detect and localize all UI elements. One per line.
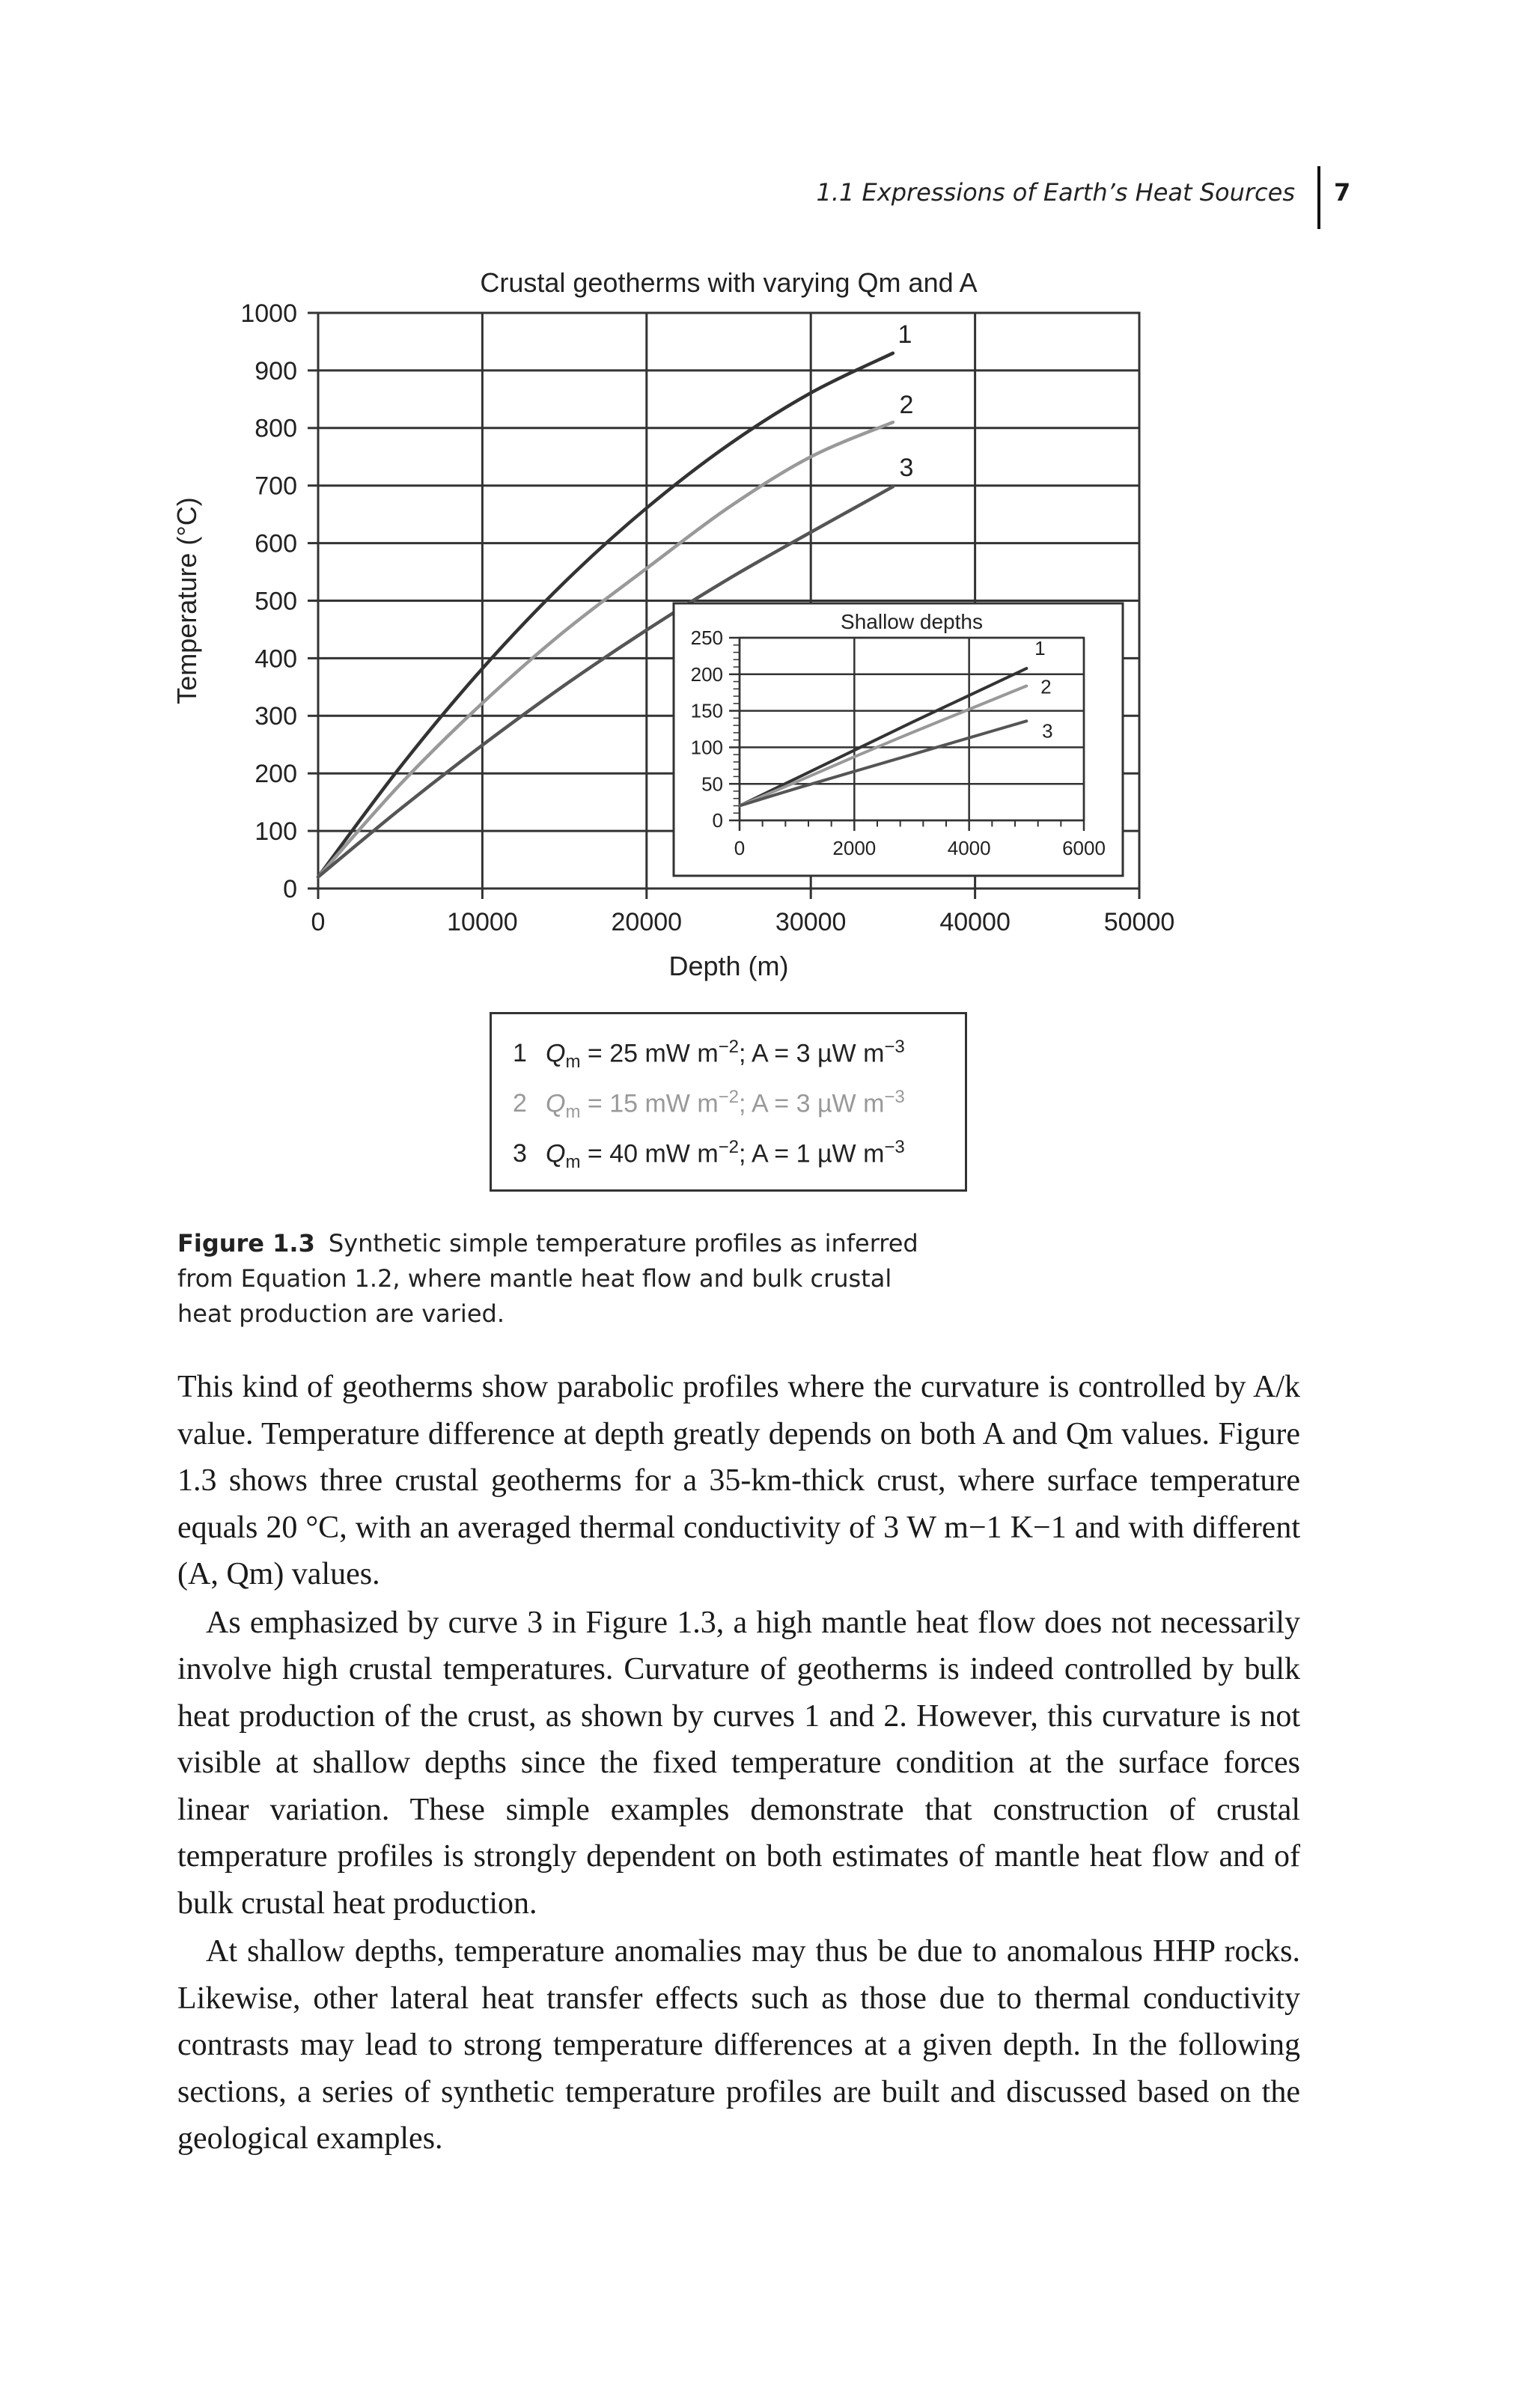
chart-title: Shallow depths	[841, 610, 983, 633]
figure-label: Figure 1.3	[177, 1229, 315, 1258]
y-tick-label: 250	[690, 627, 723, 650]
paragraph-3: At shallow depths, temperature anomalies may thus be due to anomalous HHP rocks. Likewise, other lateral heat transfer effects such as those due to thermal conductivity contrasts may lead to strong temperature differences at a given depth. In the following sections, a series of synthetic temperature profiles are built and discussed based on the geological examples.	[177, 1934, 1300, 2156]
legend-qm-value: = 40 mW m	[587, 1139, 719, 1168]
legend-a-exponent: −3	[884, 1037, 905, 1057]
y-tick-label: 150	[690, 699, 723, 722]
legend-qm-exponent: −2	[718, 1037, 740, 1057]
paragraph-2: As emphasized by curve 3 in Figure 1.3, a high mantle heat flow does not necessarily involve high crustal temperatures. Curvature of geotherms is indeed controlled by bulk heat production of the crust, as shown by curves 1 and 2. However, this curvature is not visible at shallow depths since the fixed temperature condition at the surface forces linear variation. These simple examples demonstrate that construction of crustal temperature profiles is strongly dependent on both estimates of mantle heat flow and of bulk crustal heat production.	[177, 1605, 1300, 1921]
paragraph-1: This kind of geotherms show parabolic profiles where the curvature is controlled by A/k value. Temperature difference at depth greatly depends on both A and Qm values. Figure 1.3 shows three crustal geotherms for a 35-km-thick crust, where surface temperature equals 20 °C, with an averaged thermal conductivity of 3 W m−1 K−1 and with different (A, Qm) values.	[177, 1370, 1300, 1591]
x-tick-label: 10000	[447, 908, 518, 936]
y-tick-label: 400	[255, 644, 297, 674]
legend-qm-value: = 15 mW m	[587, 1089, 719, 1118]
y-tick-label: 900	[255, 356, 297, 385]
series-label-1: 1	[897, 320, 912, 349]
running-head: 1.1 Expressions of Earth’s Heat Sources	[816, 178, 1295, 207]
x-tick-label: 6000	[1062, 837, 1106, 859]
series-label-2: 2	[899, 391, 914, 420]
y-tick-label: 300	[255, 702, 297, 731]
series-label-3: 3	[899, 454, 914, 483]
caption-text: Synthetic simple temperature profiles as inferred from Equation 1.2, where mantle heat flow and bulk crustal heat production are varied.	[177, 1229, 918, 1328]
legend-a-exponent: −3	[884, 1137, 905, 1157]
legend-number: 3	[513, 1139, 527, 1168]
x-tick-label: 20000	[611, 908, 683, 936]
x-tick-label: 40000	[939, 908, 1011, 936]
y-tick-label: 100	[690, 736, 723, 759]
chart-title: Crustal geotherms with varying Qm and A	[480, 267, 978, 298]
legend-qm-exponent: −2	[718, 1087, 740, 1107]
y-tick-label: 500	[255, 587, 297, 616]
x-axis-title: Depth (m)	[668, 951, 789, 981]
legend-a-value: ; A = 3 µW m	[739, 1039, 885, 1068]
x-tick-label: 50000	[1103, 908, 1175, 936]
inset-chart	[674, 603, 1123, 876]
legend-number: 1	[513, 1039, 527, 1068]
legend-a-value: ; A = 1 µW m	[739, 1139, 885, 1168]
y-tick-label: 50	[701, 772, 723, 796]
legend-a-exponent: −3	[884, 1087, 905, 1107]
x-tick-label: 0	[734, 837, 746, 859]
series-label-3: 3	[1042, 719, 1053, 743]
y-tick-label: 700	[255, 472, 297, 501]
body-text	[177, 1364, 1300, 2164]
legend-entry-2: 2 $Q_m = 15$ mW $m^{-2}$; A = 3 µW $m^{-3}$	[513, 1087, 905, 1123]
legend-number: 2	[513, 1089, 527, 1118]
y-axis-title: Temperature (°C)	[171, 497, 202, 704]
y-tick-label: 200	[690, 662, 723, 686]
legend-entry-1: 1 $Q_m = 25$ mW $m^{-2}$; A = 3 µW $m^{-3}$	[513, 1037, 905, 1073]
page-number: 7	[1334, 178, 1351, 207]
series-label-2: 2	[1040, 675, 1052, 698]
y-tick-label: 1000	[240, 299, 297, 328]
y-tick-label: 600	[255, 529, 297, 558]
y-tick-label: 0	[712, 809, 723, 832]
y-tick-label: 100	[255, 817, 297, 846]
x-tick-label: 2000	[832, 837, 877, 859]
chart-legend	[490, 1012, 967, 1192]
geotherm-figure	[0, 0, 1533, 1018]
y-tick-label: 200	[255, 760, 297, 789]
legend-a-value: ; A = 3 µW m	[739, 1089, 885, 1118]
legend-entry-3: 3 $Q_m = 40$ mW $m^{-2}$; A = 1 µW $m^{-3}$	[513, 1137, 905, 1173]
y-tick-label: 800	[255, 414, 297, 443]
x-tick-label: 4000	[947, 837, 991, 859]
series-label-1: 1	[1034, 636, 1046, 659]
x-tick-label: 0	[311, 908, 326, 936]
y-tick-label: 0	[283, 874, 297, 903]
figure-caption	[177, 1226, 926, 1332]
legend-qm-value: = 25 mW m	[587, 1039, 719, 1068]
x-tick-label: 30000	[775, 908, 847, 936]
legend-qm-exponent: −2	[718, 1137, 740, 1157]
